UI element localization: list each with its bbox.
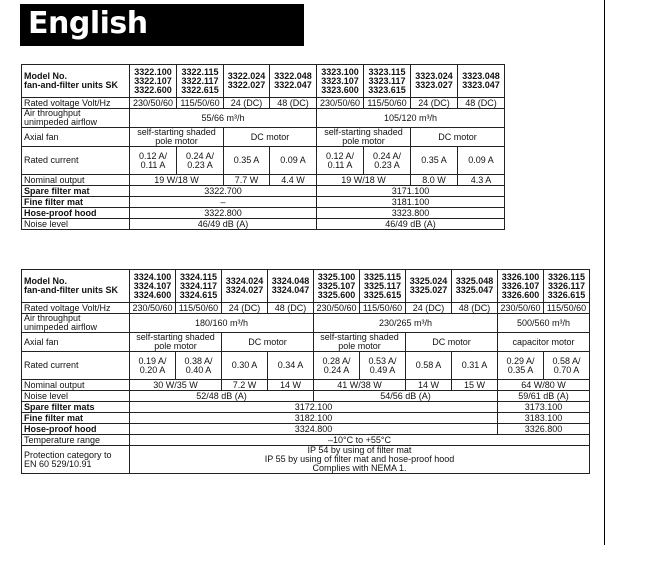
spare-filter-row xyxy=(22,186,505,197)
value-cell: 115/50/60 xyxy=(360,303,406,314)
row-label: Axial fan xyxy=(22,333,130,352)
model-cell: 3323.024 3323.027 xyxy=(411,65,458,98)
value-cell: 180/160 m³/h xyxy=(130,314,314,333)
value-cell: 0.12 A/ 0.11 A xyxy=(317,147,364,175)
protection-category-row xyxy=(22,446,590,474)
language-banner xyxy=(20,4,304,46)
value-cell: self-starting shaded pole motor xyxy=(314,333,406,352)
value-cell: 230/50/60 xyxy=(130,303,176,314)
value-cell: 15 W xyxy=(452,380,498,391)
value-cell: 3172.100 xyxy=(130,402,498,413)
value-cell: 230/50/60 xyxy=(314,303,360,314)
value-cell: 230/50/60 xyxy=(498,303,544,314)
model-label: Model No. fan-and-filter units SK xyxy=(22,270,130,303)
row-label: Spare filter mat xyxy=(22,186,130,197)
value-cell: 55/66 m³/h xyxy=(130,109,317,128)
hose-proof-hood-row xyxy=(22,424,590,435)
value-cell: 0.38 A/ 0.40 A xyxy=(176,352,222,380)
row-label: Rated voltage Volt/Hz xyxy=(22,98,130,109)
row-label: Axial fan xyxy=(22,128,130,147)
value-cell: 48 (DC) xyxy=(458,98,505,109)
value-cell: –10°C to +55°C xyxy=(130,435,590,446)
temperature-range-row xyxy=(22,435,590,446)
model-label: Model No. fan-and-filter units SK xyxy=(22,65,130,98)
model-cell: 3323.115 3323.117 3323.615 xyxy=(364,65,411,98)
noise-level-row xyxy=(22,219,505,230)
value-cell: 115/50/60 xyxy=(177,98,224,109)
hose-proof-hood-row xyxy=(22,208,505,219)
value-cell: 24 (DC) xyxy=(224,98,270,109)
nominal-output-row xyxy=(22,175,505,186)
value-cell: DC motor xyxy=(224,128,317,147)
model-cell: 3325.100 3325.107 3325.600 xyxy=(314,270,360,303)
fine-filter-row xyxy=(22,197,505,208)
model-cell: 3326.100 3326.107 3326.600 xyxy=(498,270,544,303)
value-cell: 0.35 A xyxy=(411,147,458,175)
value-cell: 14 W xyxy=(406,380,452,391)
value-cell: 3171.100 xyxy=(317,186,505,197)
value-cell: 0.09 A xyxy=(458,147,505,175)
value-cell: 59/61 dB (A) xyxy=(498,391,590,402)
row-label: Noise level xyxy=(22,391,130,402)
axial-fan-row xyxy=(22,333,590,352)
value-cell: 3183.100 xyxy=(498,413,590,424)
value-cell: 0.28 A/ 0.24 A xyxy=(314,352,360,380)
value-cell: 19 W/18 W xyxy=(317,175,411,186)
row-label: Rated current xyxy=(22,147,130,175)
value-cell: 7.7 W xyxy=(224,175,270,186)
value-cell: 0.24 A/ 0.23 A xyxy=(177,147,224,175)
value-cell: 230/50/60 xyxy=(130,98,177,109)
value-cell: 24 (DC) xyxy=(222,303,268,314)
model-cell: 3322.048 3322.047 xyxy=(270,65,317,98)
value-cell: 3322.700 xyxy=(130,186,317,197)
value-cell: 0.34 A xyxy=(268,352,314,380)
air-throughput-row xyxy=(22,109,505,128)
model-row xyxy=(22,65,505,98)
model-cell: 3324.100 3324.107 3324.600 xyxy=(130,270,176,303)
row-label: Spare filter mats xyxy=(22,402,130,413)
row-label: Noise level xyxy=(22,219,130,230)
row-label: Rated current xyxy=(22,352,130,380)
model-cell: 3324.048 3324.047 xyxy=(268,270,314,303)
noise-level-row xyxy=(22,391,590,402)
value-cell: 0.58 A/ 0.70 A xyxy=(544,352,590,380)
value-cell: 7.2 W xyxy=(222,380,268,391)
model-cell: 3324.024 3324.027 xyxy=(222,270,268,303)
value-cell: 52/48 dB (A) xyxy=(130,391,314,402)
model-cell: 3326.115 3326.117 3326.615 xyxy=(544,270,590,303)
page-title: English xyxy=(28,6,148,41)
row-label: Hose-proof hood xyxy=(22,424,130,435)
value-cell: 46/49 dB (A) xyxy=(130,219,317,230)
value-cell: 0.24 A/ 0.23 A xyxy=(364,147,411,175)
model-cell: 3323.048 3323.047 xyxy=(458,65,505,98)
value-cell: 0.53 A/ 0.49 A xyxy=(360,352,406,380)
row-label: Nominal output xyxy=(22,175,130,186)
value-cell: DC motor xyxy=(411,128,505,147)
value-cell: 30 W/35 W xyxy=(130,380,222,391)
value-cell: self-starting shaded pole motor xyxy=(130,333,222,352)
value-cell: 0.19 A/ 0.20 A xyxy=(130,352,176,380)
fine-filter-row xyxy=(22,413,590,424)
value-cell: 3182.100 xyxy=(130,413,498,424)
row-label: Fine filter mat xyxy=(22,413,130,424)
rated-current-row xyxy=(22,352,590,380)
value-cell: 54/56 dB (A) xyxy=(314,391,498,402)
value-cell: 48 (DC) xyxy=(270,98,317,109)
spare-filter-row xyxy=(22,402,590,413)
value-cell: – xyxy=(130,197,317,208)
value-cell: 24 (DC) xyxy=(406,303,452,314)
row-label: Air throughput unimpeded airflow xyxy=(22,314,130,333)
value-cell: 500/560 m³/h xyxy=(498,314,590,333)
rated-current-row xyxy=(22,147,505,175)
value-cell: 0.12 A/ 0.11 A xyxy=(130,147,177,175)
model-row xyxy=(22,270,590,303)
value-cell: 0.31 A xyxy=(452,352,498,380)
spec-table-1 xyxy=(21,64,505,230)
row-label: Nominal output xyxy=(22,380,130,391)
row-label: Air throughput unimpeded airflow xyxy=(22,109,130,128)
value-cell: 4.4 W xyxy=(270,175,317,186)
value-cell: DC motor xyxy=(222,333,314,352)
value-cell: 0.09 A xyxy=(270,147,317,175)
model-cell: 3325.024 3325.027 xyxy=(406,270,452,303)
axial-fan-row xyxy=(22,128,505,147)
value-cell: 3324.800 xyxy=(130,424,498,435)
value-cell: 3322.800 xyxy=(130,208,317,219)
value-cell: 230/50/60 xyxy=(317,98,364,109)
page-divider xyxy=(604,0,605,545)
value-cell: 105/120 m³/h xyxy=(317,109,505,128)
value-cell: 0.58 A xyxy=(406,352,452,380)
value-cell: 41 W/38 W xyxy=(314,380,406,391)
value-cell: 64 W/80 W xyxy=(498,380,590,391)
value-cell: 46/49 dB (A) xyxy=(317,219,505,230)
value-cell: 3181.100 xyxy=(317,197,505,208)
model-cell: 3325.048 3325.047 xyxy=(452,270,498,303)
value-cell: 0.29 A/ 0.35 A xyxy=(498,352,544,380)
model-cell: 3323.100 3323.107 3323.600 xyxy=(317,65,364,98)
model-cell: 3325.115 3325.117 3325.615 xyxy=(360,270,406,303)
row-label: Rated voltage Volt/Hz xyxy=(22,303,130,314)
value-cell: 0.35 A xyxy=(224,147,270,175)
spec-table-2 xyxy=(21,269,590,474)
value-cell: 4.3 A xyxy=(458,175,505,186)
rated-voltage-row xyxy=(22,303,590,314)
row-label: Temperature range xyxy=(22,435,130,446)
value-cell: 8.0 W xyxy=(411,175,458,186)
model-cell: 3322.024 3322.027 xyxy=(224,65,270,98)
value-cell: capacitor motor xyxy=(498,333,590,352)
rated-voltage-row xyxy=(22,98,505,109)
value-cell: 115/50/60 xyxy=(176,303,222,314)
value-cell: 0.30 A xyxy=(222,352,268,380)
value-cell: 19 W/18 W xyxy=(130,175,224,186)
value-cell: DC motor xyxy=(406,333,498,352)
row-label: Fine filter mat xyxy=(22,197,130,208)
value-cell: 3173.100 xyxy=(498,402,590,413)
model-cell: 3322.100 3322.107 3322.600 xyxy=(130,65,177,98)
value-cell: 3323.800 xyxy=(317,208,505,219)
value-cell: 48 (DC) xyxy=(268,303,314,314)
air-throughput-row xyxy=(22,314,590,333)
value-cell: self-starting shaded pole motor xyxy=(317,128,411,147)
value-cell: 14 W xyxy=(268,380,314,391)
value-cell: 115/50/60 xyxy=(364,98,411,109)
row-label: Hose-proof hood xyxy=(22,208,130,219)
value-cell: 3326.800 xyxy=(498,424,590,435)
model-cell: 3322.115 3322.117 3322.615 xyxy=(177,65,224,98)
value-cell: self-starting shaded pole motor xyxy=(130,128,224,147)
value-cell: 48 (DC) xyxy=(452,303,498,314)
value-cell: 230/265 m³/h xyxy=(314,314,498,333)
nominal-output-row xyxy=(22,380,590,391)
model-cell: 3324.115 3324.117 3324.615 xyxy=(176,270,222,303)
value-cell: 24 (DC) xyxy=(411,98,458,109)
row-label: Protection category to EN 60 529/10.91 xyxy=(22,446,130,474)
value-cell: IP 54 by using of filter mat IP 55 by using of filter mat and hose-proof hood Complies with NEMA 1. xyxy=(130,446,590,474)
value-cell: 115/50/60 xyxy=(544,303,590,314)
